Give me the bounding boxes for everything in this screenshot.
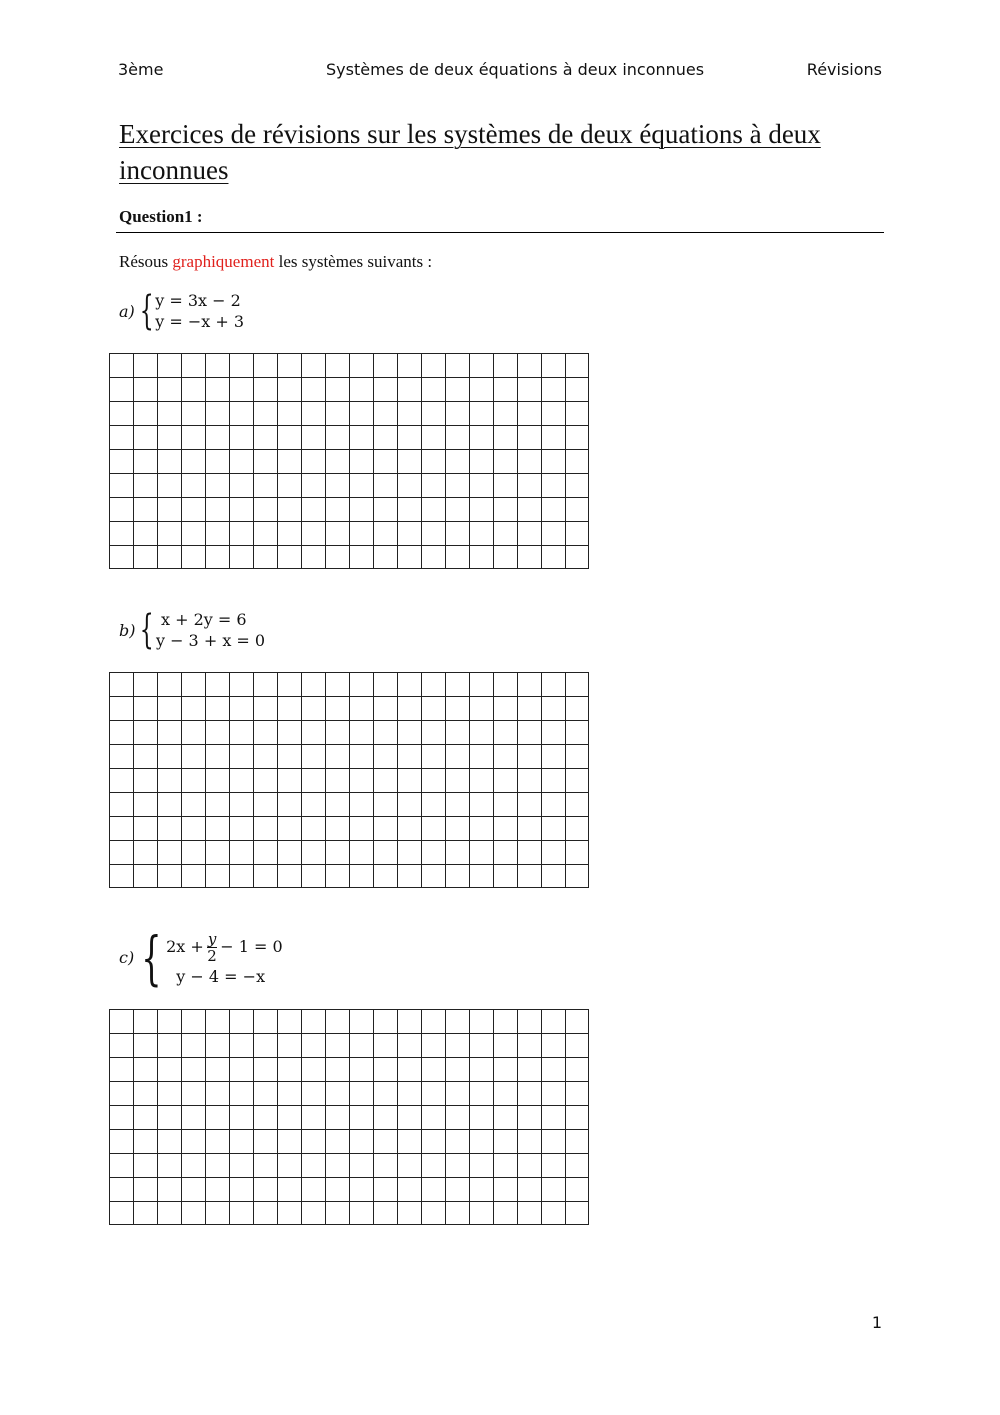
- system-b: [119, 609, 265, 651]
- instruction-start: Résous: [119, 252, 173, 271]
- equation-1-start: 2x +: [166, 937, 204, 956]
- question-divider: [116, 232, 884, 233]
- page-title: Exercices de révisions sur les systèmes de deux équations à deux inconnues: [119, 119, 821, 185]
- fraction: [207, 931, 217, 964]
- system-label: b): [119, 620, 136, 640]
- fraction-denominator: 2: [207, 947, 217, 965]
- equation-2: y = −x + 3: [155, 312, 245, 331]
- brace-symbol: {: [141, 923, 162, 992]
- system-a: [119, 290, 244, 332]
- equation-1: y = 3x − 2: [155, 291, 241, 310]
- system-label: c): [119, 948, 135, 967]
- system-c: [119, 923, 283, 992]
- equation-2: y − 4 = −x: [166, 967, 266, 986]
- fraction-numerator: y: [207, 930, 217, 948]
- brace-symbol: {: [140, 607, 155, 653]
- header-class-level: 3ème: [118, 60, 164, 79]
- instruction-end: les systèmes suivants :: [274, 252, 433, 271]
- equation-1: x + 2y = 6: [155, 610, 247, 629]
- instruction: [119, 252, 432, 272]
- equation-1-end: − 1 = 0: [220, 937, 283, 956]
- equation-2: y − 3 + x = 0: [155, 631, 266, 650]
- header-section: Révisions: [806, 60, 882, 79]
- instruction-keyword: graphiquement: [172, 252, 275, 271]
- header-chapter-title: Systèmes de deux équations à deux inconnues: [326, 60, 705, 79]
- equation-1: [166, 928, 283, 966]
- brace-symbol: {: [139, 288, 154, 334]
- page-number: 1: [871, 1313, 882, 1332]
- graph-grid-b[interactable]: [109, 672, 589, 888]
- graph-grid-a[interactable]: [109, 353, 589, 569]
- graph-grid-c[interactable]: [109, 1009, 589, 1225]
- system-label: a): [119, 301, 135, 321]
- question-heading: Question1 :: [119, 207, 203, 226]
